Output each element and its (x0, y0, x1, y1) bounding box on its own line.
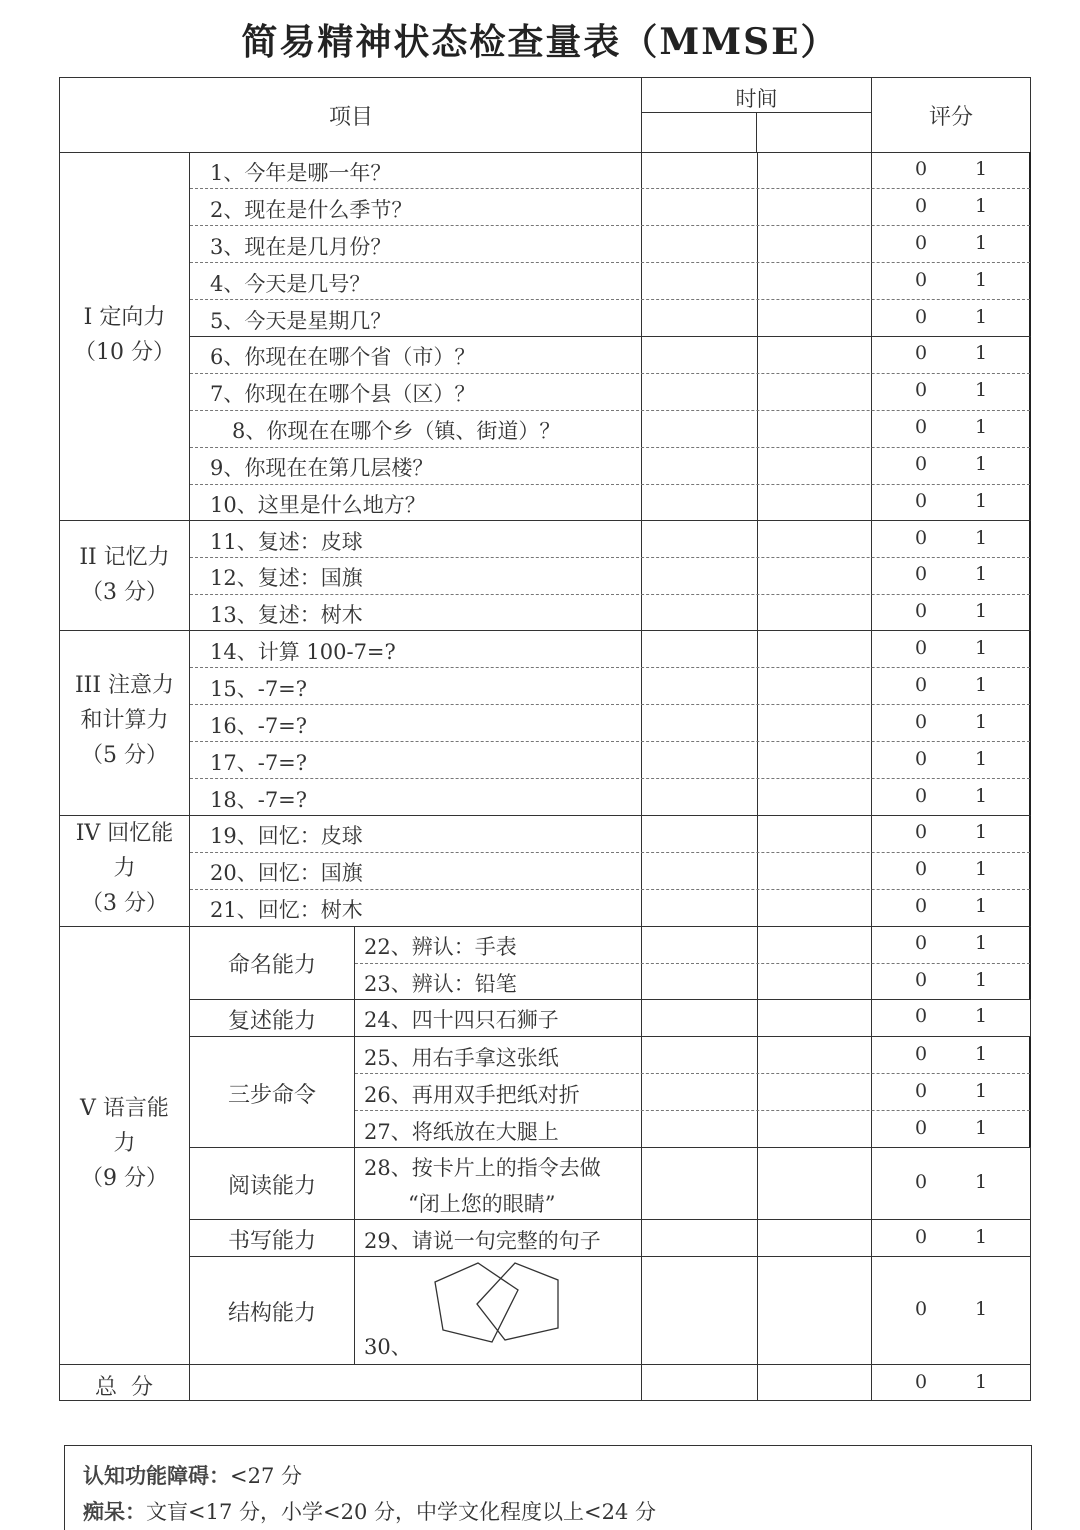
score-option-0[interactable]: 0 (914, 711, 928, 733)
item-question: 30、 (364, 1335, 412, 1359)
score-option-0[interactable]: 0 (914, 1043, 928, 1065)
score-option-0[interactable]: 0 (914, 527, 928, 549)
table-rule (59, 77, 60, 1401)
table-rule (190, 447, 1030, 448)
score-option-0[interactable]: 0 (914, 932, 928, 954)
subsection-repetition: 复述能力 (227, 1009, 316, 1034)
header-time: 时间 (735, 87, 778, 111)
table-rule (355, 1073, 1030, 1074)
score-option-0[interactable]: 0 (914, 858, 928, 880)
score-option-1[interactable]: 1 (974, 232, 988, 254)
score-option-1[interactable]: 1 (974, 895, 988, 917)
table-rule (189, 926, 1031, 927)
table-rule (1029, 1036, 1031, 1147)
subsection-writing: 书写能力 (227, 1229, 316, 1254)
item-question: 19、回忆：皮球 (210, 824, 363, 848)
table-rule (355, 963, 1030, 964)
score-option-1[interactable]: 1 (974, 969, 988, 991)
score-option-1[interactable]: 1 (974, 1005, 988, 1027)
criteria-line-2: 痴呆：文盲<17 分，小学<20 分，中学文化程度以上<24 分 (83, 1499, 656, 1524)
table-rule (189, 815, 1031, 816)
score-option-0[interactable]: 0 (914, 1005, 928, 1027)
score-option-0[interactable]: 0 (914, 1171, 928, 1193)
score-option-0[interactable]: 0 (914, 1298, 928, 1320)
table-rule (189, 1256, 1031, 1257)
score-option-0[interactable]: 0 (914, 1080, 928, 1102)
item-question: 7、你现在在哪个县（区）？ (210, 382, 476, 406)
score-option-0[interactable]: 0 (914, 379, 928, 401)
item-question: 25、用右手拿这张纸 (364, 1046, 559, 1070)
table-rule (1029, 815, 1031, 926)
score-option-1[interactable]: 1 (974, 785, 988, 807)
score-option-0[interactable]: 0 (914, 821, 928, 843)
score-option-0[interactable]: 0 (914, 306, 928, 328)
score-option-0[interactable]: 0 (914, 490, 928, 512)
table-rule (1029, 520, 1031, 630)
score-option-1[interactable]: 1 (974, 416, 988, 438)
table-rule (59, 152, 1031, 153)
table-rule (59, 926, 189, 927)
score-option-1[interactable]: 1 (974, 637, 988, 659)
header-score: 评分 (928, 105, 973, 130)
table-rule (641, 77, 642, 1401)
item-question: 9、你现在在第几层楼？ (210, 456, 434, 480)
section-memory: II 记忆力 （3 分） (79, 545, 170, 605)
item-question: 21、回忆：树木 (210, 898, 363, 922)
intersecting-pentagons-figure (430, 1260, 565, 1345)
score-option-1[interactable]: 1 (974, 342, 988, 364)
item-question: 13、复述：树木 (210, 603, 363, 627)
item-question: 18、-7=? (210, 788, 308, 812)
subsection-construction: 结构能力 (227, 1301, 316, 1326)
table-rule (189, 630, 1031, 631)
score-option-0[interactable]: 0 (914, 195, 928, 217)
section-orientation: I 定向力 （10 分） (74, 305, 175, 365)
table-rule (190, 225, 1030, 226)
section-recall: IV 回忆能 力 （3 分） (75, 821, 174, 916)
score-option-1[interactable]: 1 (974, 1171, 988, 1193)
score-option-0[interactable]: 0 (914, 563, 928, 585)
score-option-1[interactable]: 1 (974, 1117, 988, 1139)
score-option-0[interactable]: 0 (914, 1117, 928, 1139)
score-option-1[interactable]: 1 (974, 490, 988, 512)
score-option-0[interactable]: 0 (914, 895, 928, 917)
item-question: 29、请说一句完整的句子 (364, 1229, 601, 1253)
table-rule (189, 520, 1031, 521)
table-rule (190, 188, 1030, 189)
total-label: 总 分 (95, 1375, 153, 1400)
table-rule (1029, 152, 1031, 336)
score-option-0[interactable]: 0 (914, 637, 928, 659)
score-option-1[interactable]: 1 (974, 1298, 988, 1320)
table-rule (189, 999, 1031, 1000)
score-option-1[interactable]: 1 (974, 1371, 988, 1393)
subsection-naming: 命名能力 (227, 953, 316, 978)
item-question: 14、计算 100-7=? (210, 640, 396, 664)
table-rule (189, 1219, 1031, 1220)
table-rule (1029, 630, 1031, 815)
table-rule (190, 704, 1030, 705)
score-option-1[interactable]: 1 (974, 527, 988, 549)
table-rule (189, 1364, 1031, 1365)
table-rule (190, 594, 1030, 595)
subsection-reading: 阅读能力 (227, 1174, 316, 1199)
score-option-1[interactable]: 1 (974, 600, 988, 622)
score-option-1[interactable]: 1 (974, 306, 988, 328)
score-option-0[interactable]: 0 (914, 453, 928, 475)
score-option-1[interactable]: 1 (974, 158, 988, 180)
score-option-0[interactable]: 0 (914, 342, 928, 364)
item-question: 12、复述：国旗 (210, 566, 363, 590)
score-option-0[interactable]: 0 (914, 1371, 928, 1393)
table-rule (190, 741, 1030, 742)
item-question: 6、你现在在哪个省（市）？ (210, 345, 476, 369)
table-rule (1029, 336, 1031, 520)
item-question: 2、现在是什么季节？ (210, 198, 413, 222)
score-option-1[interactable]: 1 (974, 821, 988, 843)
table-rule (59, 630, 189, 631)
item-question: 26、再用双手把纸对折 (364, 1083, 580, 1107)
score-option-0[interactable]: 0 (914, 785, 928, 807)
score-option-0[interactable]: 0 (914, 600, 928, 622)
item-question: 27、将纸放在大腿上 (364, 1120, 559, 1144)
criteria-line-1: 认知功能障碍：<27 分 (83, 1463, 302, 1488)
item-question: 16、-7=? (210, 714, 308, 738)
item-question: 10、这里是什么地方？ (210, 493, 426, 517)
criteria-box (64, 1445, 1032, 1530)
table-rule (354, 926, 355, 1364)
score-option-1[interactable]: 1 (974, 1043, 988, 1065)
score-option-1[interactable]: 1 (974, 195, 988, 217)
header-item: 项目 (328, 105, 373, 130)
page-title: 简易精神状态检查量表（MMSE） (241, 21, 839, 63)
table-rule (190, 889, 1030, 890)
item-question: 3、现在是几月份？ (210, 235, 392, 259)
table-rule (757, 152, 758, 1401)
item-question: 28、按卡片上的指令去做 (364, 1156, 601, 1180)
table-rule (190, 373, 1030, 374)
score-option-0[interactable]: 0 (914, 158, 928, 180)
table-rule (190, 299, 1030, 300)
item-question: 20、回忆：国旗 (210, 861, 363, 885)
item-question: 17、-7=? (210, 751, 308, 775)
score-option-1[interactable]: 1 (974, 563, 988, 585)
item-question: 23、辨认：铅笔 (364, 972, 517, 996)
section-language: V 语言能 力 （9 分） (80, 1096, 169, 1191)
score-option-1[interactable]: 1 (974, 674, 988, 696)
score-option-1[interactable]: 1 (974, 748, 988, 770)
item-question: 4、今天是几号？ (210, 272, 371, 296)
score-option-0[interactable]: 0 (914, 969, 928, 991)
table-rule (190, 410, 1030, 411)
score-option-1[interactable]: 1 (974, 932, 988, 954)
item-question: 22、辨认：手表 (364, 935, 517, 959)
table-rule (190, 778, 1030, 779)
table-rule (190, 852, 1030, 853)
item-question: 24、四十四只石狮子 (364, 1008, 559, 1032)
score-option-1[interactable]: 1 (974, 1080, 988, 1102)
score-option-0[interactable]: 0 (914, 1226, 928, 1248)
score-option-1[interactable]: 1 (974, 379, 988, 401)
score-option-1[interactable]: 1 (974, 453, 988, 475)
score-option-0[interactable]: 0 (914, 674, 928, 696)
score-option-1[interactable]: 1 (974, 1226, 988, 1248)
table-rule (59, 77, 1031, 78)
score-option-1[interactable]: 1 (974, 858, 988, 880)
table-rule (59, 815, 189, 816)
table-rule (59, 1364, 189, 1365)
score-option-0[interactable]: 0 (914, 232, 928, 254)
item-question: “闭上您的眼睛” (408, 1192, 556, 1216)
table-rule (189, 1036, 1031, 1037)
table-rule (189, 152, 190, 1401)
item-question: 15、-7=? (210, 677, 308, 701)
table-rule (189, 336, 1031, 337)
table-rule (756, 112, 757, 152)
table-rule (190, 484, 1030, 485)
table-rule (190, 557, 1030, 558)
table-rule (59, 520, 189, 521)
table-rule (355, 1110, 1030, 1111)
item-question: 8、你现在在哪个乡（镇、街道）？ (232, 419, 561, 443)
section-attention: III 注意力 和计算力 （5 分） (74, 673, 175, 768)
score-option-0[interactable]: 0 (914, 416, 928, 438)
score-option-1[interactable]: 1 (974, 711, 988, 733)
table-rule (871, 77, 872, 1401)
subsection-three-step: 三步命令 (227, 1083, 316, 1108)
score-option-0[interactable]: 0 (914, 269, 928, 291)
table-rule (190, 262, 1030, 263)
score-option-1[interactable]: 1 (974, 269, 988, 291)
item-question: 5、今天是星期几？ (210, 309, 392, 333)
table-rule (59, 1400, 1031, 1401)
table-rule (190, 667, 1030, 668)
score-option-0[interactable]: 0 (914, 748, 928, 770)
item-question: 11、复述：皮球 (210, 530, 363, 554)
item-question: 1、今年是哪一年？ (210, 161, 392, 185)
table-rule (189, 1147, 1031, 1148)
